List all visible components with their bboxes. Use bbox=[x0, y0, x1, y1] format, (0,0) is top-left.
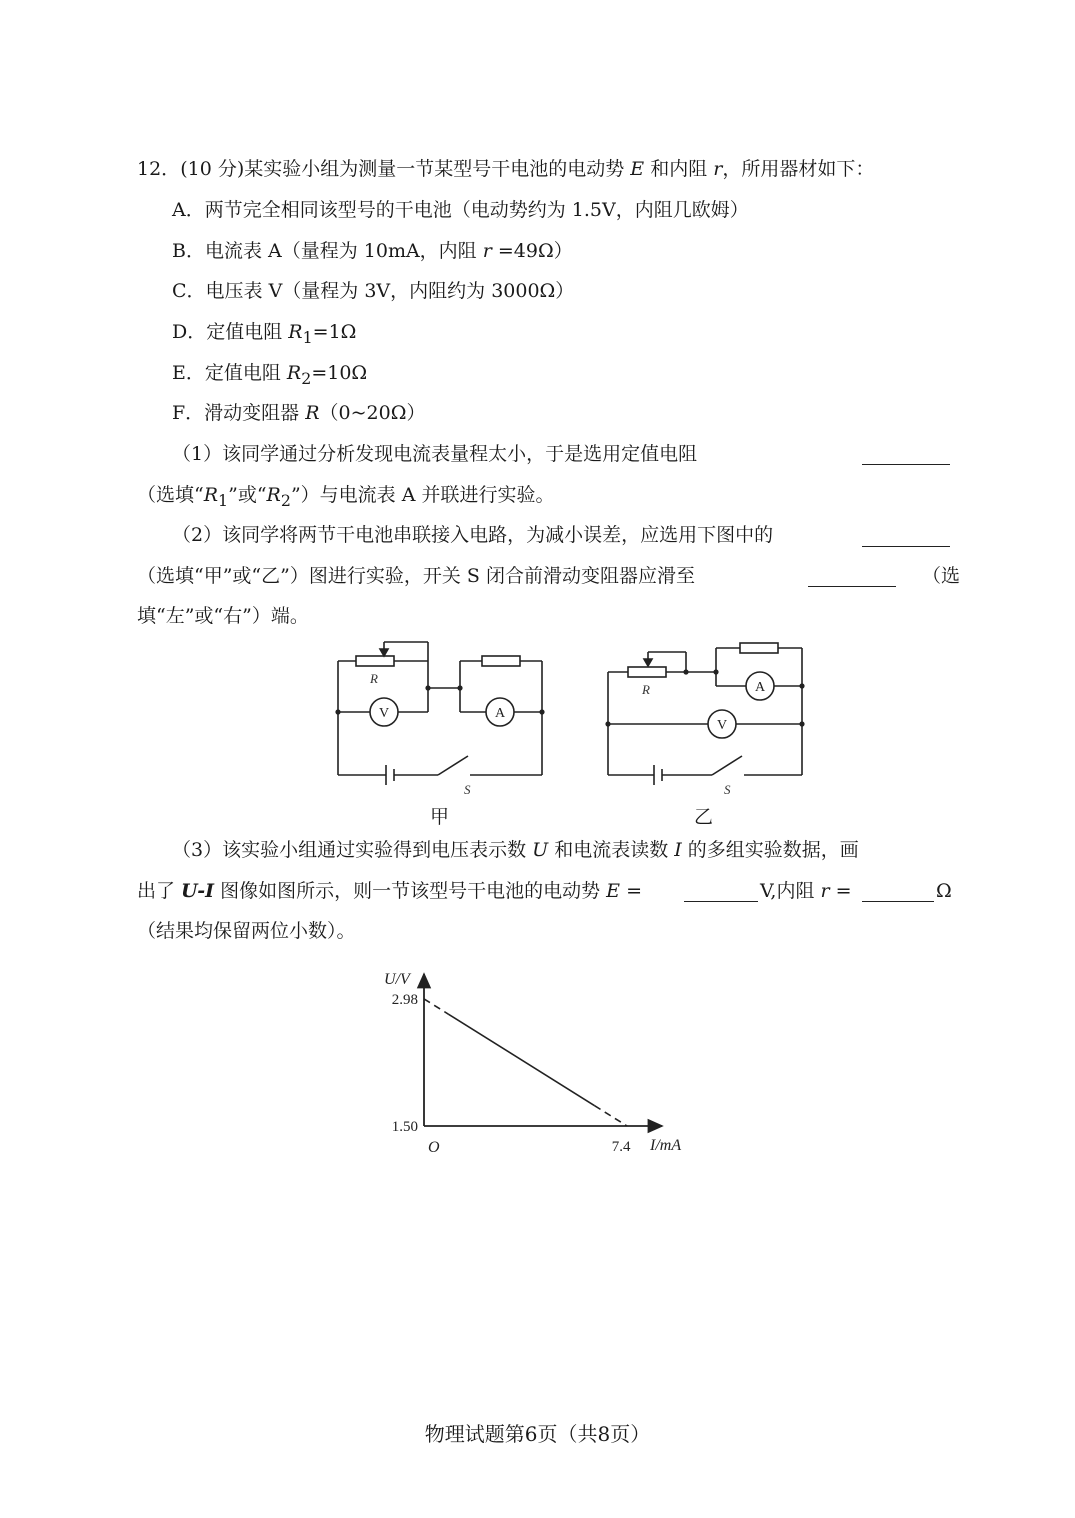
fixed-resistor-left bbox=[482, 656, 520, 666]
data-line-extrapolated-start bbox=[424, 999, 448, 1014]
circuit-right-caption: 乙 bbox=[694, 806, 714, 828]
data-line-extrapolated-end bbox=[595, 1106, 627, 1126]
voltmeter-left-label: V bbox=[378, 706, 390, 721]
x-tick-label: 7.4 bbox=[611, 1139, 631, 1155]
voltmeter-right-label: V bbox=[716, 718, 728, 733]
circuit-left bbox=[338, 642, 542, 785]
answer-blank-1[interactable] bbox=[862, 444, 950, 465]
part3-line2-mid: V,内阻 r = bbox=[760, 880, 852, 902]
rheostat-right bbox=[628, 667, 666, 677]
answer-blank-3[interactable] bbox=[808, 566, 896, 587]
y-tick-label: 2.98 bbox=[391, 991, 418, 1008]
part3-line1: （3）该实验小组通过实验得到电压表示数 U 和电流表读数 I 的多组实验数据，画 bbox=[172, 839, 859, 861]
x-axis-label: I/mA bbox=[650, 1137, 682, 1154]
ui-chart bbox=[370, 960, 710, 1160]
option-c: C．电压表 V（量程为 3V，内阻约为 3000Ω） bbox=[172, 280, 575, 302]
switch-right bbox=[712, 756, 742, 775]
part3-ohm: Ω bbox=[936, 880, 952, 902]
rheostat-left bbox=[356, 656, 394, 666]
part2-line2: （选填“甲”或“乙”）图进行实验，开关 S 闭合前滑动变阻器应滑至 bbox=[137, 565, 695, 587]
ammeter-right-label: A bbox=[754, 680, 766, 695]
answer-blank-2[interactable] bbox=[862, 526, 950, 547]
ammeter-left-label: A bbox=[494, 706, 506, 721]
switch-left bbox=[438, 756, 468, 775]
question-number: 12． bbox=[137, 158, 181, 180]
rheostat-left-label: R bbox=[370, 671, 378, 686]
option-b: B．电流表 A（量程为 10mA，内阻 r =49Ω） bbox=[172, 240, 573, 262]
fixed-resistor-right bbox=[740, 643, 778, 653]
rheostat-right-label: R bbox=[642, 682, 650, 697]
question-score: (10 分) bbox=[180, 158, 245, 180]
option-a: A．两节完全相同该型号的干电池（电动势约为 1.5V，内阻几欧姆） bbox=[172, 199, 749, 221]
switch-right-label: S bbox=[724, 782, 731, 797]
part1-line2: （选填“$R_1$”或“$R_2$”）与电流表 A 并联进行实验。 bbox=[137, 484, 555, 510]
circuit-left-caption: 甲 bbox=[430, 806, 450, 828]
option-d: D．定值电阻 $R_1=1\Omega$ bbox=[172, 321, 357, 347]
part2-line1: （2）该同学将两节干电池串联接入电路，为减小误差，应选用下图中的 bbox=[172, 524, 774, 546]
y-axis-label: U/V bbox=[384, 971, 410, 988]
switch-left-label: S bbox=[464, 782, 471, 797]
data-line bbox=[448, 1014, 594, 1106]
answer-blank-resistance[interactable] bbox=[862, 881, 934, 902]
y-tick-label: 1.50 bbox=[391, 1119, 418, 1135]
part2-line3: 填“左”或“右”）端。 bbox=[137, 605, 309, 627]
page-footer: 物理试题第6页（共8页） bbox=[424, 1422, 651, 1446]
option-e: E．定值电阻 $R_2=10\Omega$ bbox=[172, 362, 368, 388]
part2-line2-tail: （选 bbox=[922, 565, 961, 587]
part3-line2: 出了 U-I 图像如图所示，则一节该型号干电池的电动势 E = bbox=[137, 880, 642, 902]
part3-line3: （结果均保留两位小数）。 bbox=[137, 920, 356, 942]
circuit-right bbox=[608, 643, 802, 785]
circuit-diagrams bbox=[320, 628, 830, 800]
answer-blank-emf[interactable] bbox=[684, 881, 758, 902]
option-f: F．滑动变阻器 R（0~20Ω） bbox=[172, 402, 426, 424]
origin-label: O bbox=[428, 1139, 440, 1156]
part1-line1: （1）该同学通过分析发现电流表量程太小，于是选用定值电阻 bbox=[172, 443, 698, 465]
question-stem: 12．(10 分)某实验小组为测量一节某型号干电池的电动势 E 和内阻 r，所用器材如下： bbox=[137, 158, 875, 180]
